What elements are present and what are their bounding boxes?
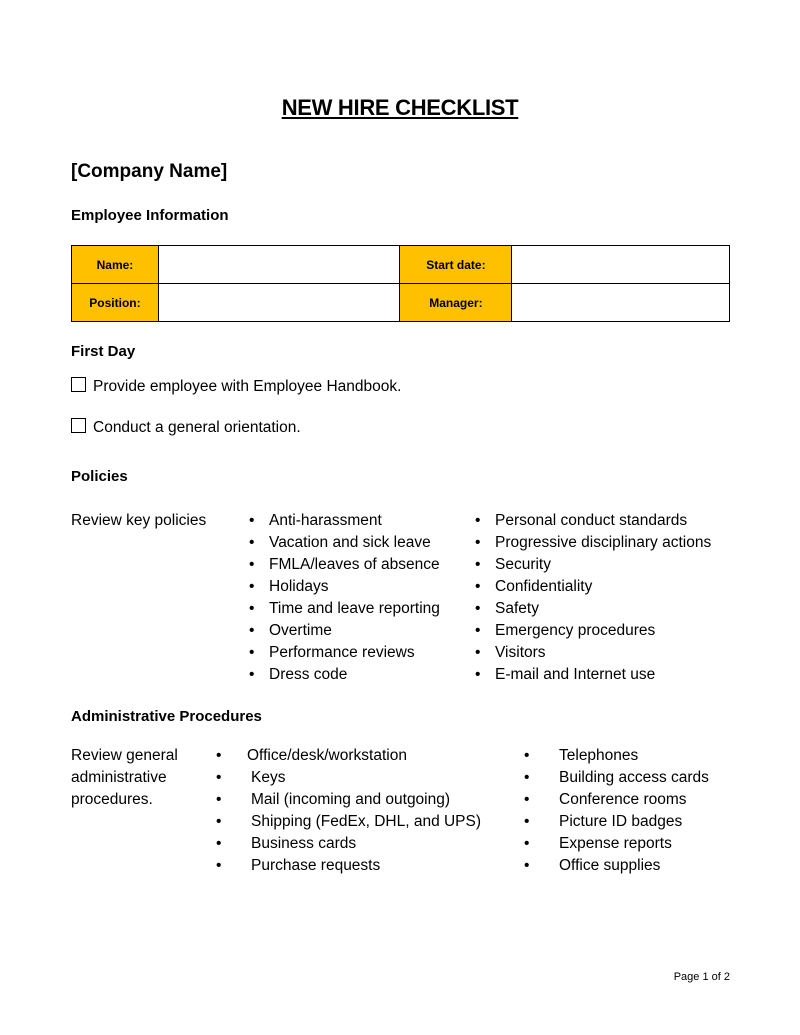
list-item: • Visitors [475,642,711,664]
list-item: • Purchase requests [216,855,481,877]
bullet-icon: • [249,622,255,639]
bullet-icon: • [216,747,222,764]
list-item: • Business cards [216,833,481,855]
list-item: • Office supplies [524,855,709,877]
checklist-item[interactable] [71,377,401,396]
bullet-icon: • [216,769,222,786]
position-label: Position: [72,284,159,322]
bullet-icon: • [475,534,481,551]
start-date-label: Start date: [400,246,512,284]
admin-list-2 [524,745,709,877]
list-item: • Personal conduct standards [475,510,711,532]
list-item: • Conference rooms [524,789,709,811]
page-title: NEW HIRE CHECKLIST [281,95,519,120]
list-item: • Keys [216,767,481,789]
bullet-icon: • [475,622,481,639]
bullet-icon: • [249,556,255,573]
list-item: • Vacation and sick leave [249,532,440,554]
first-day-heading: First Day [71,343,136,360]
admin-procedures-heading: Administrative Procedures [71,708,262,725]
employee-info-heading: Employee Information [71,207,229,224]
list-item: • Holidays [249,576,440,598]
list-item: • Expense reports [524,833,709,855]
manager-label: Manager: [400,284,512,322]
policies-list-2 [475,510,711,686]
checklist-item[interactable] [71,418,301,437]
list-item: • Security [475,554,711,576]
manager-field[interactable] [512,284,730,322]
bullet-icon: • [475,556,481,573]
list-item: • Telephones [524,745,709,767]
checkbox-icon[interactable] [71,418,86,433]
bullet-icon: • [524,769,530,786]
bullet-icon: • [216,791,222,808]
list-item: • Confidentiality [475,576,711,598]
policies-heading: Policies [71,468,128,485]
list-item: • Picture ID badges [524,811,709,833]
checklist-item-label: Provide employee with Employee Handbook. [93,378,402,395]
list-item: • Dress code [249,664,440,686]
company-name: [Company Name] [71,161,228,182]
position-field[interactable] [158,284,400,322]
bullet-icon: • [249,600,255,617]
policies-list-1 [249,510,440,686]
checkbox-icon[interactable] [71,377,86,392]
list-item: • Shipping (FedEx, DHL, and UPS) [216,811,481,833]
bullet-icon: • [475,666,481,683]
list-item: • Progressive disciplinary actions [475,532,711,554]
list-item: • Mail (incoming and outgoing) [216,789,481,811]
list-item: • E-mail and Internet use [475,664,711,686]
bullet-icon: • [249,666,255,683]
admin-list-1 [216,745,481,877]
list-item: • Time and leave reporting [249,598,440,620]
list-item: • Office/desk/workstation [216,745,481,767]
table-row [72,284,730,322]
name-field[interactable] [158,246,400,284]
name-label: Name: [72,246,159,284]
bullet-icon: • [249,644,255,661]
bullet-icon: • [249,534,255,551]
list-item: • Safety [475,598,711,620]
list-item: • Performance reviews [249,642,440,664]
bullet-icon: • [475,578,481,595]
employee-info-table [71,245,730,322]
bullet-icon: • [249,512,255,529]
bullet-icon: • [216,857,222,874]
bullet-icon: • [524,747,530,764]
bullet-icon: • [249,578,255,595]
bullet-icon: • [216,835,222,852]
bullet-icon: • [524,813,530,830]
bullet-icon: • [475,512,481,529]
admin-intro: Review general administrative procedures. [71,747,178,808]
page-number: Page 1 of 2 [673,971,730,983]
list-item: • Building access cards [524,767,709,789]
list-item: • Overtime [249,620,440,642]
start-date-field[interactable] [512,246,730,284]
list-item: • FMLA/leaves of absence [249,554,440,576]
list-item: • Anti-harassment [249,510,440,532]
checklist-item-label: Conduct a general orientation. [93,419,301,436]
bullet-icon: • [524,857,530,874]
list-item: • Emergency procedures [475,620,711,642]
bullet-icon: • [524,791,530,808]
policies-intro: Review key policies [71,512,207,529]
table-row [72,246,730,284]
bullet-icon: • [475,600,481,617]
bullet-icon: • [475,644,481,661]
bullet-icon: • [216,813,222,830]
bullet-icon: • [524,835,530,852]
